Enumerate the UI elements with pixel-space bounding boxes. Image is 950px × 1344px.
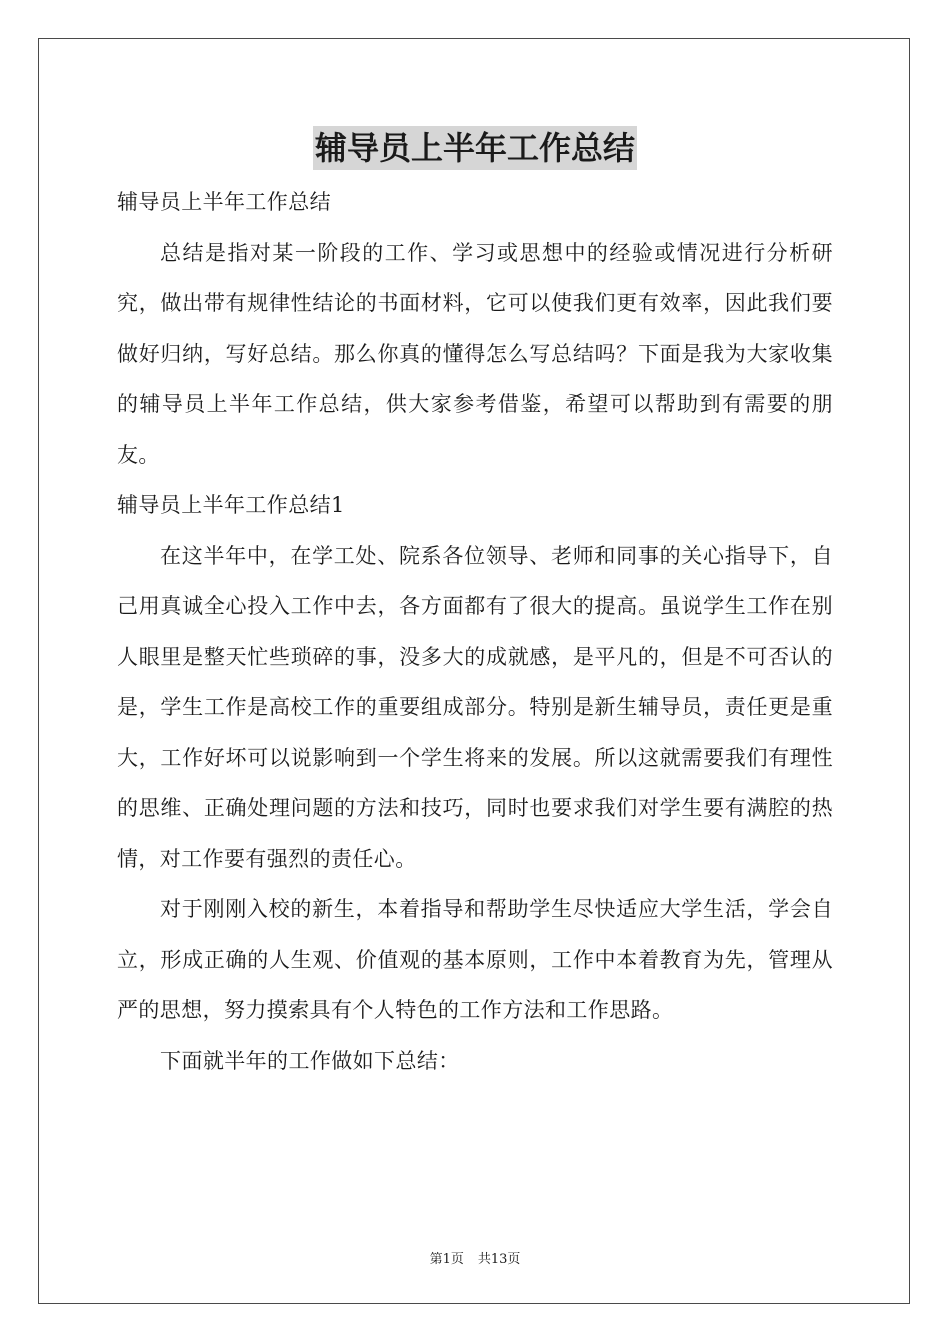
document-title-text: 辅导员上半年工作总结	[313, 126, 637, 170]
paragraph-intro: 总结是指对某一阶段的工作、学习或思想中的经验或情况进行分析研究，做出带有规律性结论的书面材料，它可以使我们更有效率，因此我们要做好归纳，写好总结。那么你真的懂得怎么写总结吗？下面是我为大家收集的辅导员上半年工作总结，供大家参考借鉴，希望可以帮助到有需要的朋友。	[117, 240, 833, 467]
paragraph-body-1: 在这半年中，在学工处、院系各位领导、老师和同事的关心指导下，自己用真诚全心投入工作中去，各方面都有了很大的提高。虽说学生工作在别人眼里是整天忙些琐碎的事，没多大的成就感，是平凡的，但是不可否认的是，学生工作是高校工作的重要组成部分。特别是新生辅导员，责任更是重大，工作好坏可以说影响到一个学生将来的发展。所以这就需要我们有理性的思维、正确处理问题的方法和技巧，同时也要求我们对学生要有满腔的热情，对工作要有强烈的责任心。	[117, 543, 833, 871]
document-title	[0, 126, 950, 170]
page-number-current: 第1页	[429, 1252, 464, 1267]
paragraph-section-heading: 辅导员上半年工作总结1	[117, 493, 345, 517]
page-number-total: 共13页	[477, 1252, 521, 1267]
paragraph-subtitle: 辅导员上半年工作总结	[117, 190, 331, 214]
document-body	[117, 177, 833, 1086]
paragraph-body-3: 下面就半年的工作做如下总结：	[160, 1048, 460, 1073]
page-footer	[0, 1248, 950, 1267]
paragraph-body-2: 对于刚刚入校的新生，本着指导和帮助学生尽快适应大学生活，学会自立，形成正确的人生观、价值观的基本原则，工作中本着教育为先，管理从严的思想，努力摸索具有个人特色的工作方法和工作思路。	[117, 897, 833, 1022]
